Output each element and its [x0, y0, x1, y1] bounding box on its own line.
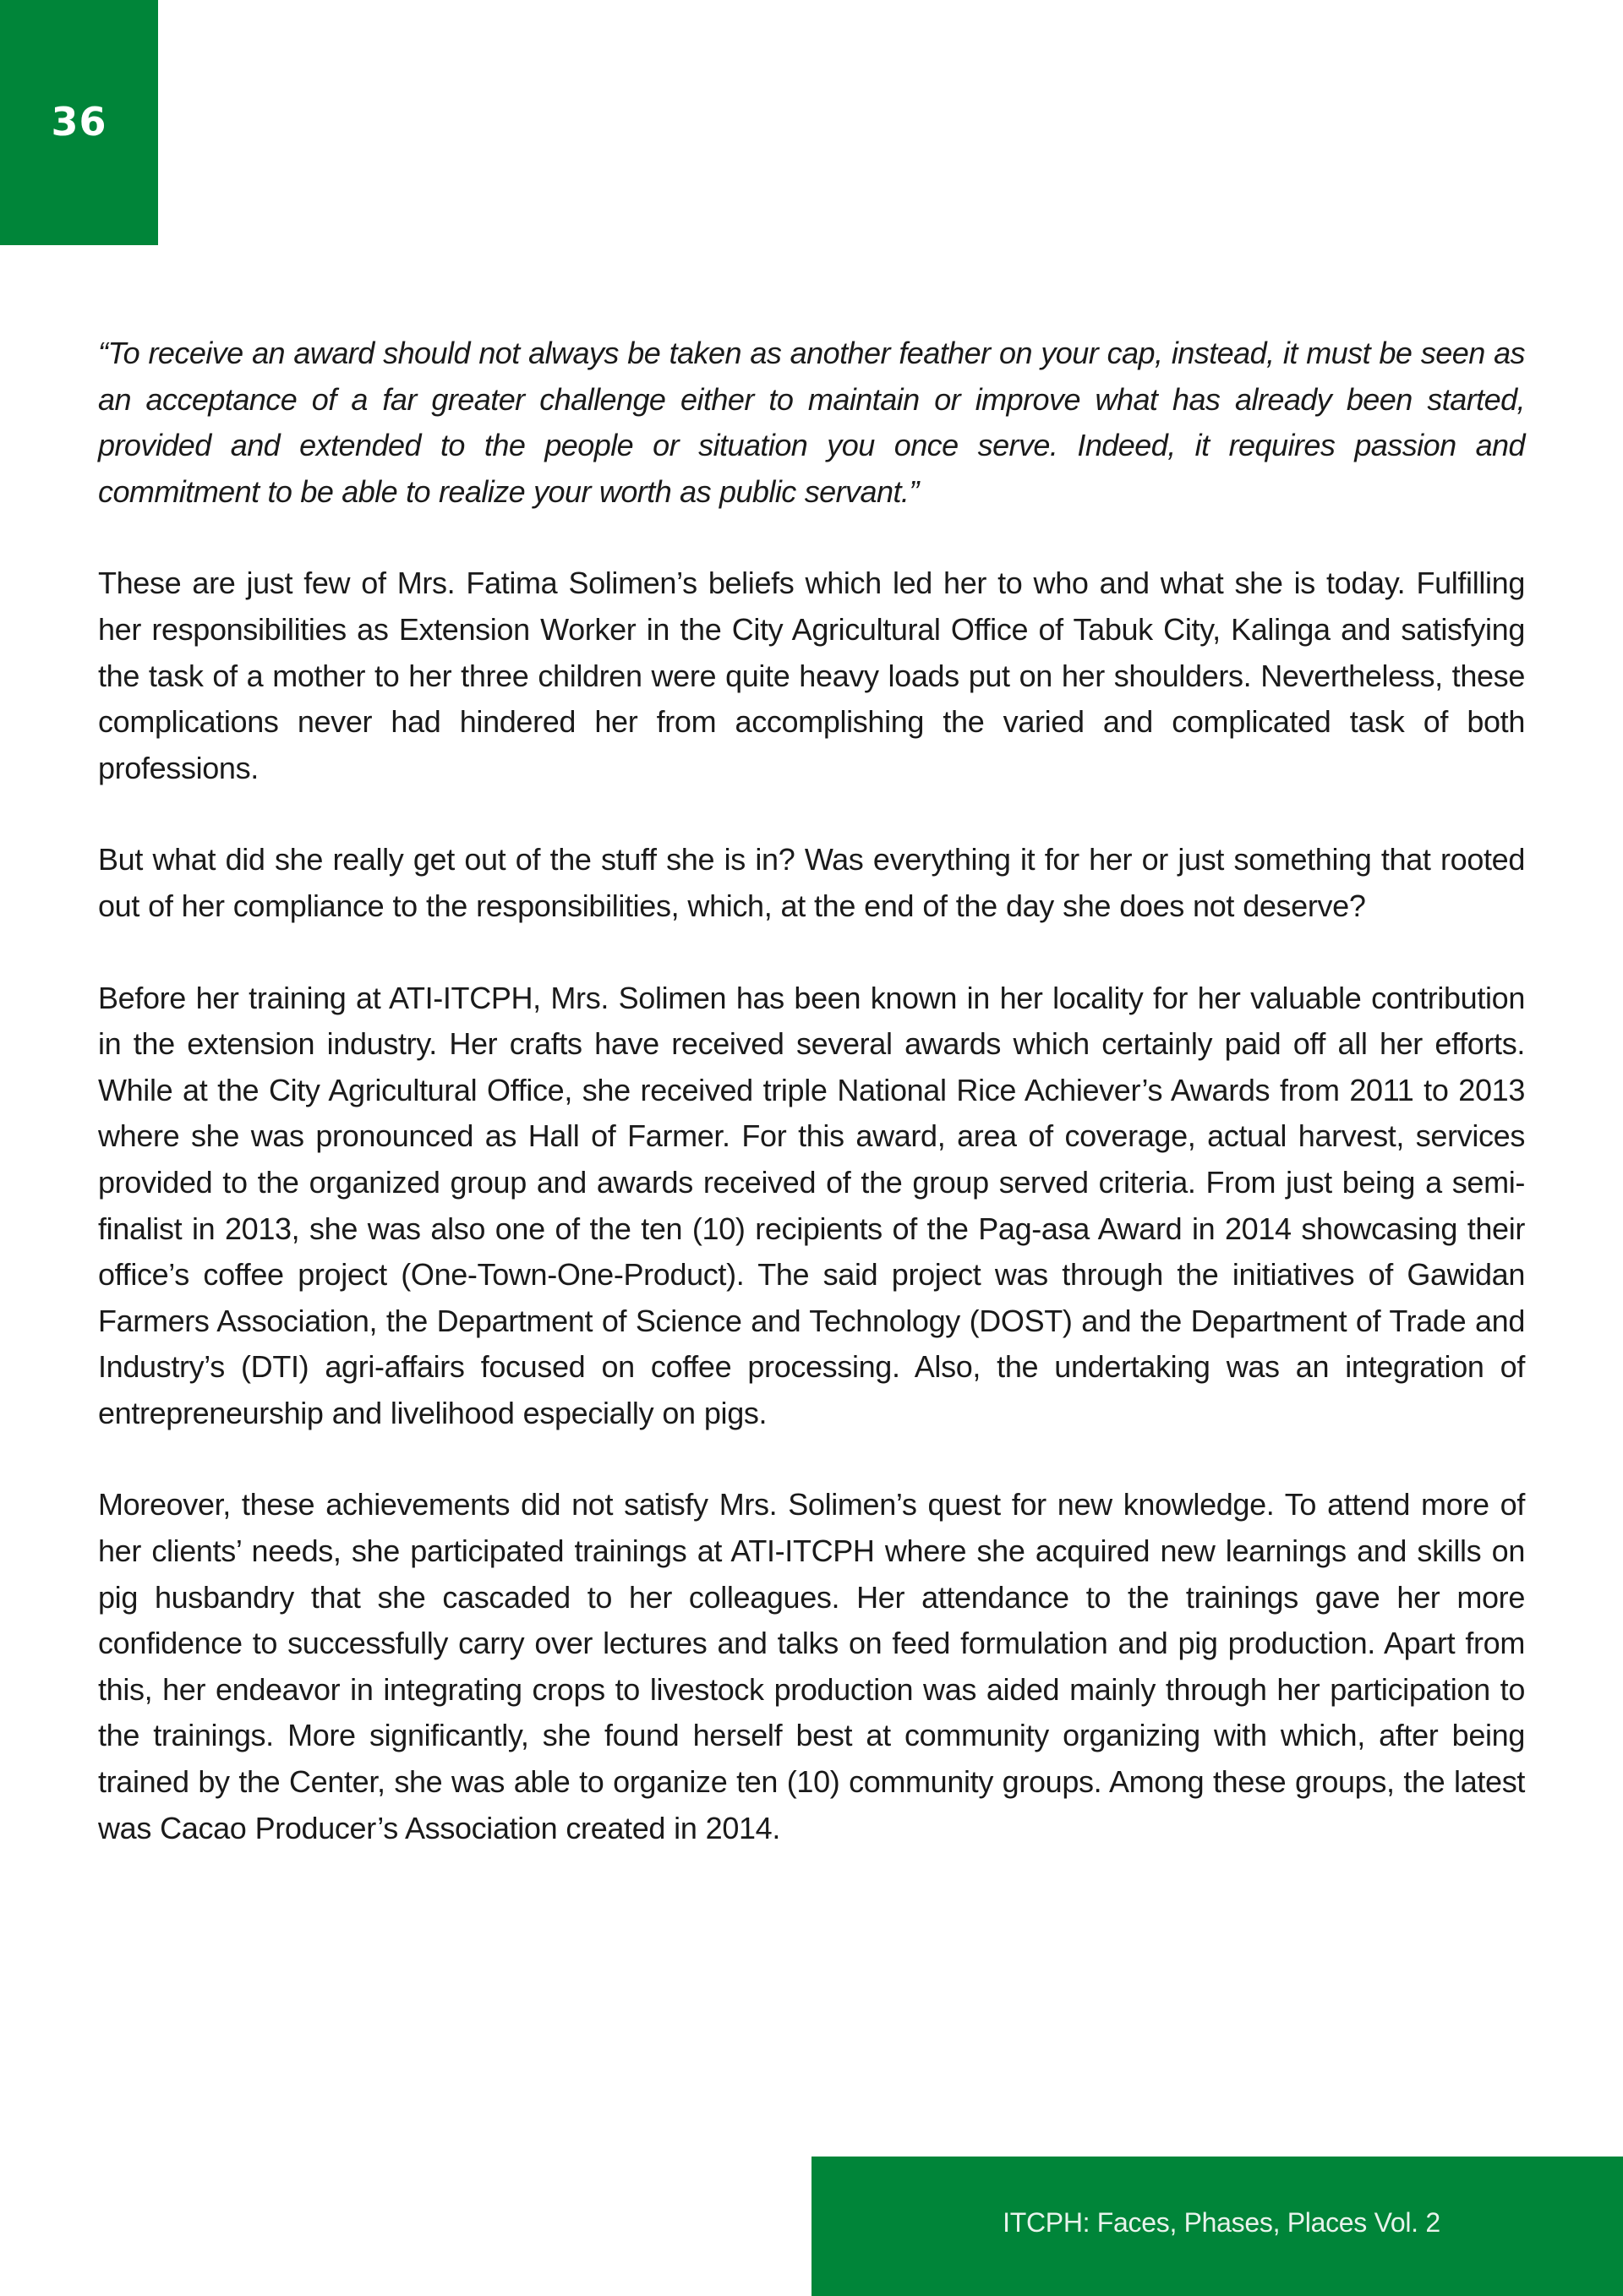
article-body — [98, 331, 1525, 1897]
paragraph-beliefs: These are just few of Mrs. Fatima Solimen’s beliefs which led her to who and what she is today. Fulfilling her responsibilities as Extension Worker in the City Agricultural Office of Tabuk City, Kalinga and satisfying the task of a mother to her three children were quite heavy loads put on her shoulders. Nevertheless, these complications never had hindered her from accomplishing the varied and complicated task of both professions. — [98, 566, 1525, 785]
paragraph-trainings: Moreover, these achievements did not satisfy Mrs. Solimen’s quest for new knowledge. To attend more of her clients’ needs, she participated trainings at ATI-ITCPH where she acquired new learnings and skills on pig husbandry that she cascaded to her colleagues. Her attendance to the trainings gave her more confidence to successfully carry over lectures and talks on feed formulation and pig production. Apart from this, her endeavor in integrating crops to livestock production was aided mainly through her participation to the trainings. More significantly, she found herself best at community organizing with which, after being trained by the Center, she was able to organize ten (10) community groups. Among these groups, the latest was Cacao Producer’s Association created in 2014. — [98, 1487, 1525, 1845]
footer-band — [812, 2157, 1623, 2296]
opening-quote: “To receive an award should not always be taken as another feather on your cap, instead, it must be seen as an acceptance of a far greater challenge either to maintain or improve what has already been started, provided and extended to the people or situation you once serve. Indeed, it requires passion and commitment to be able to realize your worth as public servant.” — [98, 336, 1525, 509]
page-number-block — [0, 0, 158, 245]
publication-title: ITCPH: Faces, Phases, Places Vol. 2 — [1003, 2207, 1440, 2238]
paragraph-awards: Before her training at ATI-ITCPH, Mrs. Solimen has been known in her locality for her valuable contribution in the extension industry. Her crafts have received several awards which certainly paid off all her efforts. While at the City Agricultural Office, she received triple National Rice Achiever’s Awards from 2011 to 2013 where she was pronounced as Hall of Farmer. For this award, area of coverage, actual harvest, services provided to the organized group and awards received of the group served criteria. From just being a semi-finalist in 2013, she was also one of the ten (10) recipients of the Pag-asa Award in 2014 showcasing their office’s coffee project (One-Town-One-Product). The said project was through the initiatives of Gawidan Farmers Association, the Department of Science and Technology (DOST) and the Department of Trade and Industry’s (DTI) agri-affairs focused on coffee processing. Also, the undertaking was an integration of entrepreneurship and livelihood especially on pigs. — [98, 980, 1525, 1430]
page-number: 36 — [51, 99, 107, 145]
paragraph-question: But what did she really get out of the stuff she is in? Was everything it for her or just something that rooted out of her compliance to the responsibilities, which, at the end of the day she does not deserve? — [98, 842, 1525, 923]
